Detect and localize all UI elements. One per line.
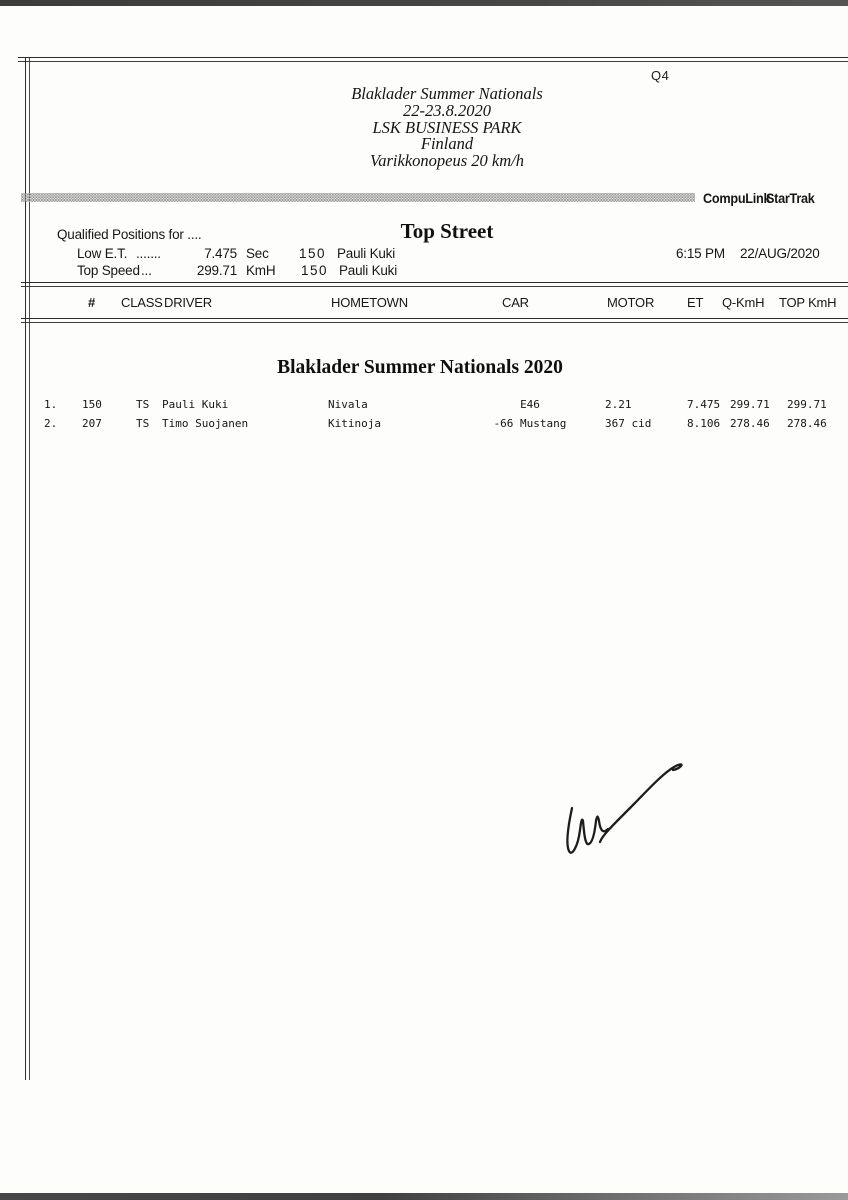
top-speed-unit: KmH <box>246 263 276 278</box>
cell-et: 8.106 <box>687 417 721 430</box>
cell-driver: Pauli Kuki <box>162 398 229 411</box>
col-header-car: CAR <box>502 295 529 310</box>
brand-startrak: StarTrak <box>766 191 815 206</box>
qualified-positions-title: Qualified Positions for .... <box>57 227 202 242</box>
cell-hometown: Kitinoja <box>328 417 381 430</box>
result-row <box>0 398 848 411</box>
cell-q-kmh: 299.71 <box>730 398 770 411</box>
event-venue: LSK BUSINESS PARK <box>372 117 522 137</box>
page-frame-left-rule <box>25 58 30 1080</box>
cell-top-kmh: 299.71 <box>787 398 827 411</box>
col-header-class: CLASS <box>121 295 163 310</box>
halftone-divider <box>21 193 695 202</box>
cell-driver: Timo Suojanen <box>162 417 249 430</box>
top-speed-value: 299.71 <box>196 263 237 278</box>
cell-car: E46 <box>520 398 540 411</box>
top-speed-car-number: 150 <box>301 263 329 278</box>
table-header-top-rule <box>21 282 848 287</box>
scan-edge-bottom <box>0 1193 848 1200</box>
round-label: Q4 <box>651 68 670 83</box>
cell-car-number: 150 <box>82 398 102 411</box>
event-header <box>247 86 647 170</box>
top-speed-dots: ... <box>141 263 152 278</box>
low-et-label: Low E.T. <box>77 246 128 261</box>
col-header-et: ET <box>687 295 704 310</box>
col-header-motor: MOTOR <box>607 295 655 310</box>
results-section-title: Blaklader Summer Nationals 2020 <box>277 357 563 378</box>
result-row <box>0 417 848 430</box>
low-et-unit: Sec <box>246 246 269 261</box>
cell-position: 2. <box>44 417 58 430</box>
class-title: Top Street <box>400 219 494 243</box>
top-speed-driver: Pauli Kuki <box>339 263 398 278</box>
low-et-car-number: 150 <box>299 246 327 261</box>
brand-compulink: CompuLink <box>703 191 771 206</box>
col-header-q-kmh: Q-KmH <box>722 295 765 310</box>
low-et-driver: Pauli Kuki <box>337 246 396 261</box>
col-header-number: # <box>88 295 96 310</box>
top-speed-label: Top Speed <box>77 263 140 278</box>
low-et-dots: ....... <box>136 246 161 261</box>
cell-car-number: 207 <box>82 417 102 430</box>
low-et-value: 7.475 <box>204 246 237 261</box>
printed-time: 6:15 PM <box>676 246 725 261</box>
cell-position: 1. <box>44 398 58 411</box>
cell-top-kmh: 278.46 <box>787 417 827 430</box>
printed-date: 22/AUG/2020 <box>740 246 820 261</box>
col-header-top-kmh: TOP KmH <box>779 295 837 310</box>
event-country: Finland <box>420 134 474 154</box>
event-title: Blaklader Summer Nationals <box>351 84 543 103</box>
event-note: Varikkonopeus 20 km/h <box>370 151 524 171</box>
event-dates: 22-23.8.2020 <box>403 100 491 120</box>
cell-motor: 2.21 <box>605 398 632 411</box>
cell-hometown: Nivala <box>328 398 368 411</box>
cell-class: TS <box>136 417 150 430</box>
col-header-driver: DRIVER <box>164 295 212 310</box>
cell-q-kmh: 278.46 <box>730 417 770 430</box>
table-header-bottom-rule <box>21 318 848 323</box>
cell-motor: 367 cid <box>605 417 652 430</box>
signature-scribble <box>550 750 690 868</box>
page-frame-top-rule <box>18 57 848 62</box>
col-header-hometown: HOMETOWN <box>331 295 408 310</box>
cell-car: -66 Mustang <box>493 417 567 430</box>
cell-class: TS <box>136 398 150 411</box>
scan-edge-top <box>0 0 848 6</box>
cell-et: 7.475 <box>687 398 721 411</box>
